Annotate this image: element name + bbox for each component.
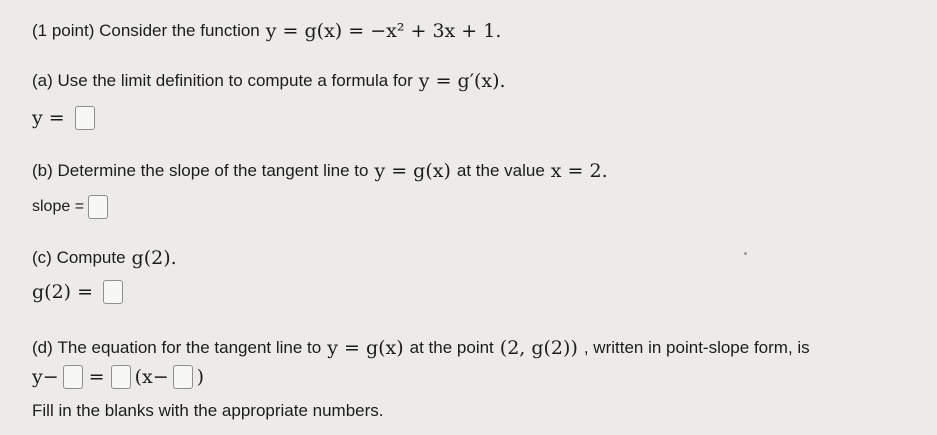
- part-c-formula: g(2).: [131, 247, 177, 269]
- part-d-label: (d): [32, 338, 53, 357]
- derivative-answer-box[interactable]: [75, 106, 95, 130]
- stray-dot: [744, 252, 747, 255]
- part-a-answer-prefix: y =: [32, 107, 65, 129]
- part-d-formula: y = g(x): [327, 337, 404, 359]
- part-c-text: Compute: [56, 248, 126, 267]
- question-header: [32, 20, 507, 42]
- g2-answer-box[interactable]: [103, 280, 123, 304]
- eq-y-term: y−: [32, 366, 59, 388]
- part-d-formula2: (2, g(2)): [499, 337, 578, 359]
- part-b-formula: y = g(x): [374, 160, 451, 182]
- part-d-text: The equation for the tangent line to: [57, 338, 322, 357]
- tangent-slope-box[interactable]: [111, 365, 131, 389]
- eq-paren-close: ): [196, 366, 205, 388]
- part-d-text3: , written in point-slope form, is: [583, 338, 810, 357]
- part-b-text2: at the value: [456, 161, 545, 180]
- intro-text: Consider the function: [99, 21, 260, 40]
- part-b-answer-row: [32, 195, 112, 219]
- part-a-prompt: [32, 70, 512, 92]
- part-a-answer-row: [32, 106, 99, 130]
- slope-answer-box[interactable]: [88, 195, 108, 219]
- instructions-text: Fill in the blanks with the appropriate numbers.: [32, 401, 384, 420]
- part-b-text: Determine the slope of the tangent line to: [57, 161, 369, 180]
- eq-equals: =: [88, 366, 105, 388]
- part-b-prompt: [32, 160, 614, 182]
- part-c-answer-row: [32, 280, 127, 304]
- points-label: (1 point): [32, 21, 95, 40]
- slope-label: slope =: [32, 198, 85, 215]
- x-point-box[interactable]: [173, 365, 193, 389]
- tangent-equation-row: [32, 365, 204, 389]
- part-c-label: (c): [32, 248, 52, 267]
- y-intercept-point-box[interactable]: [63, 365, 83, 389]
- function-formula: y = g(x) = −x² + 3x + 1.: [265, 20, 502, 42]
- part-a-formula: y = g′(x).: [418, 70, 506, 92]
- part-b-formula2: x = 2.: [550, 160, 608, 182]
- part-c-answer-prefix: g(2) =: [32, 281, 94, 303]
- eq-paren-open: (x−: [134, 366, 169, 388]
- part-d-text2: at the point: [409, 338, 494, 357]
- part-a-text: Use the limit definition to compute a formula for: [57, 71, 413, 90]
- part-c-prompt: [32, 247, 183, 269]
- part-d-prompt: [32, 337, 810, 359]
- part-a-label: (a): [32, 71, 53, 90]
- instructions: [32, 401, 384, 421]
- part-b-label: (b): [32, 161, 53, 180]
